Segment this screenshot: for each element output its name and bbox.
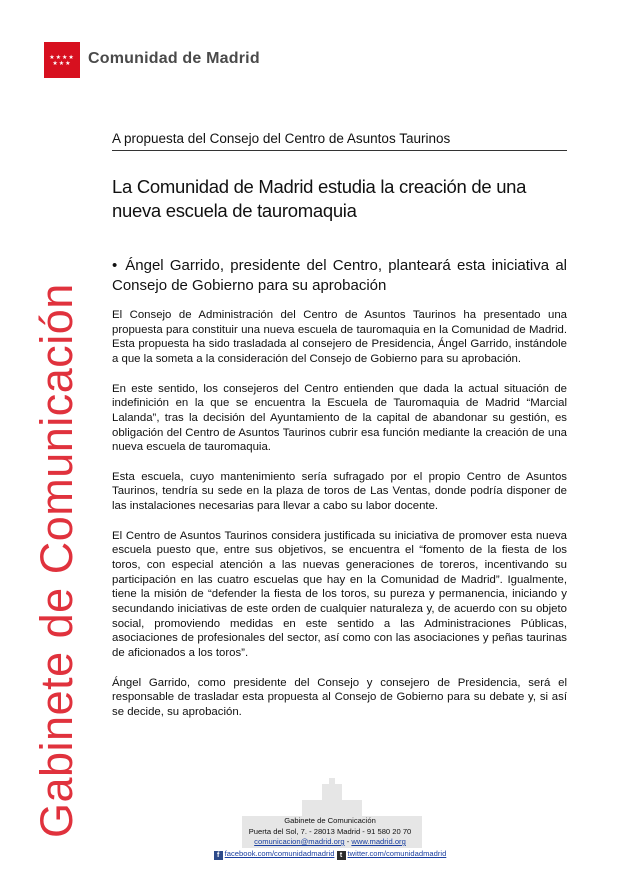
paragraph: El Centro de Asuntos Taurinos considera justificada su iniciativa de promover esta nueva escuela puesto que, entre sus objetivos, se encuentra el “fomento de la fiesta de los toros, con especial atención a las nuevas generaciones de toreros, incentivando su participación en las cuatro escuelas que hay en la Comunidad de Madrid”. Igualmente, tiene la misión de “defender la fiesta de los toros, su pureza y permanencia, iniciando y secundando iniciativas de este orden de cualquier naturaleza y, de acuerdo con su objeto social, promoviendo medidas en este sentido a las Administraciones Públicas, asociaciones de profesionales del sector, así como con las asociaciones y peñas taurinas de aficionados a los toros”. (112, 529, 567, 660)
paragraph: Esta escuela, cuyo mantenimiento sería sufragado por el propio Centro de Asuntos Taurinos, tendría su sede en la plaza de toros de Las Ventas, donde podría disponer de las instalaciones necesarias para llevar a cabo su labor docente. (112, 470, 567, 513)
twitter-icon: t (337, 851, 346, 860)
paragraph: En este sentido, los consejeros del Centro entienden que dada la actual situación de indefinición en la que se encuentra la Escuela de Tauromaquia de Madrid “Marcial Lalanda”, tras la decisión del Ayuntamiento de la capital de abandonar su gestión, es obligación del Centro de Asuntos Taurinos cubrir esa función mediante la creación de una nueva escuela de tauromaquia. (112, 382, 567, 454)
website-link[interactable]: www.madrid.org (351, 837, 406, 846)
footer-office: Gabinete de Comunicación (284, 816, 376, 825)
article-body (112, 308, 567, 734)
footer-address: Puerta del Sol, 7. - 28013 Madrid - 91 580 20 70 (248, 826, 412, 836)
org-name: Comunidad de Madrid (88, 50, 260, 67)
bullet-icon: • (112, 257, 118, 274)
facebook-link[interactable]: facebook.com/comunidadmadrid (224, 848, 335, 858)
twitter-link[interactable]: twitter.com/comunidadmadrid (347, 848, 447, 858)
footer-contact (190, 837, 470, 848)
paragraph: Ángel Garrido, como presidente del Consejo y consejero de Presidencia, será el responsable de trasladar esta propuesta al Consejo de Gobierno para su debate y, si así se decide, su aprobación. (112, 676, 567, 718)
sidebar-title: Gabinete de Comunicación (31, 283, 82, 838)
madrid-logo-icon (44, 42, 80, 78)
summary-bullet (112, 256, 567, 296)
kicker: A propuesta del Consejo del Centro de Asuntos Taurinos (112, 131, 567, 151)
footer-social (190, 849, 470, 860)
bullet-text: Ángel Garrido, presidente del Centro, planteará esta iniciativa al Consejo de Gobierno para su aprobación (112, 257, 567, 294)
headline: La Comunidad de Madrid estudia la creación de una nueva escuela de tauromaquia (112, 176, 527, 221)
paragraph: El Consejo de Administración del Centro de Asuntos Taurinos ha presentado una propuesta para constituir una nueva escuela de tauromaquia en la Comunidad de Madrid. Esta propuesta ha sido trasladada al consejero de Presidencia, Ángel Garrido, instándole a que la someta a la consideración del Consejo de Gobierno para su aprobación. (112, 309, 567, 366)
footer-separator: - (344, 837, 352, 846)
footer (190, 816, 470, 860)
facebook-icon: f (214, 851, 223, 860)
email-link[interactable]: comunicacion@madrid.org (254, 837, 345, 846)
stars-icon: ★★★★ ★★★ (49, 55, 75, 67)
